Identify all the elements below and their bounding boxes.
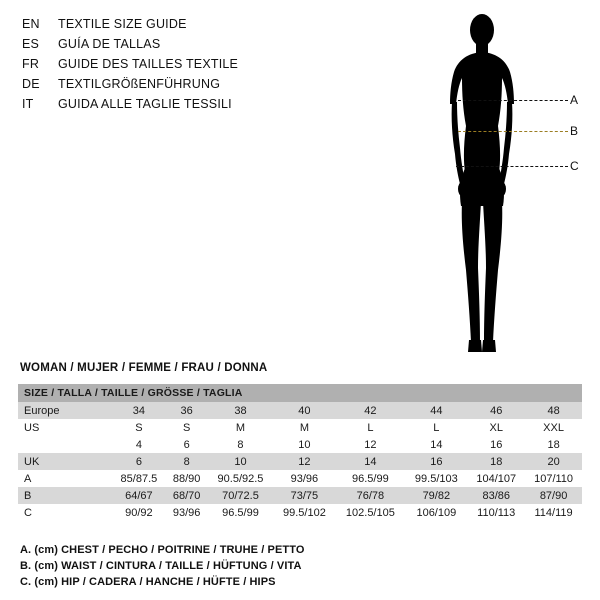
cell: 14 — [335, 453, 405, 470]
table-row — [18, 504, 582, 521]
cell: 14 — [405, 436, 467, 453]
cell: 42 — [335, 402, 405, 419]
table-row — [18, 453, 582, 470]
row-label: Europe — [18, 402, 112, 419]
cell: S — [166, 419, 208, 436]
cell: 68/70 — [166, 487, 208, 504]
table-row — [18, 436, 582, 453]
cell: 104/107 — [467, 470, 525, 487]
table-header-row — [18, 384, 582, 402]
cell: 70/72.5 — [208, 487, 274, 504]
measure-label-b: B — [570, 124, 579, 138]
cell: 90/92 — [112, 504, 166, 521]
section-title: WOMAN / MUJER / FEMME / FRAU / DONNA — [20, 362, 268, 374]
cell: 12 — [335, 436, 405, 453]
row-label: C — [18, 504, 112, 521]
cell: 107/110 — [525, 470, 582, 487]
language-code: EN — [22, 17, 40, 31]
table-header-label: SIZE / TALLA / TAILLE / GRÖSSE / TAGLIA — [18, 384, 582, 402]
language-row — [22, 14, 402, 34]
cell: 16 — [405, 453, 467, 470]
table-row — [18, 419, 582, 436]
cell: 18 — [467, 453, 525, 470]
cell: 96.5/99 — [208, 504, 274, 521]
language-title: GUÍA DE TALLAS — [58, 37, 161, 51]
cell: 8 — [208, 436, 274, 453]
cell: 110/113 — [467, 504, 525, 521]
cell: 90.5/92.5 — [208, 470, 274, 487]
legend-row-a: A. (cm) CHEST / PECHO / POITRINE / TRUHE / PETTO — [20, 544, 305, 556]
cell: 93/96 — [273, 470, 335, 487]
cell: 10 — [273, 436, 335, 453]
cell: 38 — [208, 402, 274, 419]
cell: 87/90 — [525, 487, 582, 504]
language-title: GUIDE DES TAILLES TEXTILE — [58, 57, 239, 71]
cell: L — [335, 419, 405, 436]
language-code: DE — [22, 77, 40, 91]
cell: 10 — [208, 453, 274, 470]
cell: 36 — [166, 402, 208, 419]
table-row — [18, 402, 582, 419]
row-label: B — [18, 487, 112, 504]
cell: 76/78 — [335, 487, 405, 504]
size-table — [18, 384, 582, 521]
language-row — [22, 94, 402, 114]
cell: 64/67 — [112, 487, 166, 504]
cell: 73/75 — [273, 487, 335, 504]
cell: 96.5/99 — [335, 470, 405, 487]
cell: 102.5/105 — [335, 504, 405, 521]
measure-line-a — [458, 100, 568, 101]
language-title: GUIDA ALLE TAGLIE TESSILI — [58, 97, 232, 111]
language-row — [22, 54, 402, 74]
cell: 48 — [525, 402, 582, 419]
language-title: TEXTILE SIZE GUIDE — [58, 17, 187, 31]
cell: 106/109 — [405, 504, 467, 521]
cell: M — [208, 419, 274, 436]
cell: 79/82 — [405, 487, 467, 504]
cell: 6 — [112, 453, 166, 470]
cell: 40 — [273, 402, 335, 419]
cell: 18 — [525, 436, 582, 453]
cell: 88/90 — [166, 470, 208, 487]
measure-line-b — [458, 131, 568, 132]
row-label: US — [18, 419, 112, 436]
cell: 93/96 — [166, 504, 208, 521]
language-row — [22, 74, 402, 94]
row-label — [18, 436, 112, 453]
language-code: FR — [22, 57, 40, 71]
cell: 6 — [166, 436, 208, 453]
cell: L — [405, 419, 467, 436]
cell: XL — [467, 419, 525, 436]
cell: 8 — [166, 453, 208, 470]
legend-row-c: C. (cm) HIP / CADERA / HANCHE / HÜFTE / HIPS — [20, 576, 276, 588]
cell: 85/87.5 — [112, 470, 166, 487]
cell: 4 — [112, 436, 166, 453]
measure-line-c — [456, 166, 568, 167]
measurement-legend — [20, 542, 580, 590]
row-label: UK — [18, 453, 112, 470]
cell: 16 — [467, 436, 525, 453]
table-row — [18, 487, 582, 504]
cell: M — [273, 419, 335, 436]
language-row — [22, 34, 402, 54]
row-label: A — [18, 470, 112, 487]
table-row — [18, 470, 582, 487]
cell: XXL — [525, 419, 582, 436]
cell: 44 — [405, 402, 467, 419]
body-figure — [420, 8, 590, 368]
cell: 46 — [467, 402, 525, 419]
cell: 20 — [525, 453, 582, 470]
language-code: ES — [22, 37, 40, 51]
language-title-list — [22, 14, 402, 114]
cell: 34 — [112, 402, 166, 419]
legend-row-b: B. (cm) WAIST / CINTURA / TAILLE / HÜFTUNG / VITA — [20, 560, 302, 572]
cell: S — [112, 419, 166, 436]
cell: 12 — [273, 453, 335, 470]
cell: 99.5/102 — [273, 504, 335, 521]
language-title: TEXTILGRÖßENFÜHRUNG — [58, 77, 221, 91]
measure-label-c: C — [570, 159, 579, 173]
cell: 114/119 — [525, 504, 582, 521]
cell: 99.5/103 — [405, 470, 467, 487]
cell: 83/86 — [467, 487, 525, 504]
female-silhouette-icon — [420, 8, 590, 368]
measure-label-a: A — [570, 93, 579, 107]
language-code: IT — [22, 97, 34, 111]
